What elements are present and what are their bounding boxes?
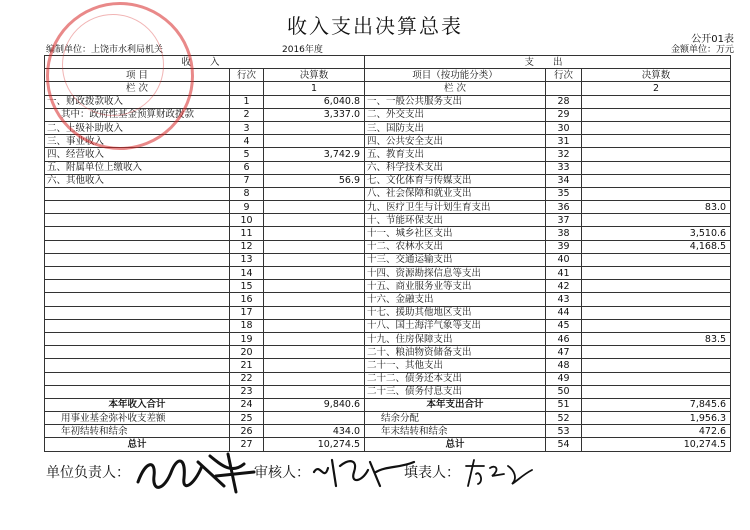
expense-line: 43 (546, 293, 582, 306)
expense-item: 二十、粮油物资储备支出 (365, 346, 546, 359)
income-item (45, 332, 230, 345)
expense-item: 十七、援助其他地区支出 (365, 306, 546, 319)
table-row (45, 148, 731, 161)
income-amount (264, 240, 365, 253)
expense-line: 47 (546, 346, 582, 359)
income-amount (264, 214, 365, 227)
table-row (45, 121, 731, 134)
income-line: 11 (230, 227, 264, 240)
table-row (45, 412, 731, 425)
expense-item: 十六、金融支出 (365, 293, 546, 306)
expense-line: 32 (546, 148, 582, 161)
income-amount (264, 280, 365, 293)
income-line: 27 (230, 438, 264, 451)
income-amount (264, 253, 365, 266)
expense-item: 七、文化体育与传媒支出 (365, 174, 546, 187)
expense-line: 31 (546, 135, 582, 148)
income-line: 18 (230, 319, 264, 332)
income-amount: 3,742.9 (264, 148, 365, 161)
expense-item: 结余分配 (365, 412, 546, 425)
table-row (45, 280, 731, 293)
income-item (45, 253, 230, 266)
expense-amount (582, 267, 731, 280)
table-row (45, 201, 731, 214)
expense-line: 37 (546, 214, 582, 227)
table-row (45, 385, 731, 398)
expense-line: 52 (546, 412, 582, 425)
income-item (45, 346, 230, 359)
table-row (45, 438, 731, 451)
expense-line: 36 (546, 201, 582, 214)
col-expense-item: 项目（按功能分类） (365, 69, 546, 82)
preparer-signature (460, 456, 540, 492)
income-line: 16 (230, 293, 264, 306)
money-unit: 金额单位：万元 (670, 45, 734, 55)
expense-item: 十八、国土海洋气象等支出 (365, 319, 546, 332)
income-line: 4 (230, 135, 264, 148)
income-amount (264, 121, 365, 134)
report-year: 2016年度 (282, 45, 323, 55)
income-item (45, 293, 230, 306)
table-row (45, 267, 731, 280)
table-row (45, 135, 731, 148)
expense-section-header: 支 出 (365, 56, 731, 69)
income-line: 26 (230, 425, 264, 438)
income-line: 20 (230, 346, 264, 359)
table-row (45, 372, 731, 385)
lanci-label: 栏 次 (45, 82, 230, 95)
income-item: 其中：政府性基金预算财政拨款 (45, 108, 230, 121)
expense-line: 34 (546, 174, 582, 187)
expense-amount (582, 174, 731, 187)
table-row (45, 227, 731, 240)
income-amount (264, 187, 365, 200)
income-line: 14 (230, 267, 264, 280)
income-amount (264, 412, 365, 425)
table-row (45, 319, 731, 332)
income-amount (264, 385, 365, 398)
income-line: 15 (230, 280, 264, 293)
income-item (45, 267, 230, 280)
col-line-2: 行次 (546, 69, 582, 82)
expense-amount: 1,956.3 (582, 412, 731, 425)
table-row (45, 359, 731, 372)
expense-item: 十一、城乡社区支出 (365, 227, 546, 240)
reviewer-label: 审核人： (254, 465, 310, 481)
expense-amount: 10,274.5 (582, 438, 731, 451)
income-item (45, 359, 230, 372)
preparer-label: 填表人： (404, 465, 460, 481)
income-line: 22 (230, 372, 264, 385)
income-item: 二、上级补助收入 (45, 121, 230, 134)
compiling-unit: 编制单位：上饶市水利局机关 (46, 45, 164, 55)
income-item: 本年收入合计 (45, 398, 230, 411)
header-row-sections (45, 56, 731, 69)
expense-amount (582, 346, 731, 359)
expense-line: 41 (546, 267, 582, 280)
income-line: 7 (230, 174, 264, 187)
income-item: 六、其他收入 (45, 174, 230, 187)
expense-amount (582, 293, 731, 306)
report-meta (46, 42, 734, 56)
income-line: 6 (230, 161, 264, 174)
expense-line: 51 (546, 398, 582, 411)
table-row (45, 108, 731, 121)
income-line: 8 (230, 187, 264, 200)
expense-item: 总计 (365, 438, 546, 451)
expense-item: 本年支出合计 (365, 398, 546, 411)
income-line: 12 (230, 240, 264, 253)
expense-amount: 7,845.6 (582, 398, 731, 411)
income-amount (264, 332, 365, 345)
col-item: 项 目 (45, 69, 230, 82)
expense-item: 十四、资源勘探信息等支出 (365, 267, 546, 280)
leader-signature (132, 452, 262, 498)
income-item (45, 187, 230, 200)
income-amount (264, 161, 365, 174)
expense-line: 53 (546, 425, 582, 438)
col-amount-2: 决算数 (582, 69, 731, 82)
income-item: 三、事业收入 (45, 135, 230, 148)
income-amount (264, 135, 365, 148)
lanci-empty-2 (546, 82, 582, 95)
income-amount (264, 346, 365, 359)
expense-line: 40 (546, 253, 582, 266)
expense-amount (582, 121, 731, 134)
expense-line: 38 (546, 227, 582, 240)
expense-amount: 83.0 (582, 201, 731, 214)
expense-amount (582, 161, 731, 174)
expense-item: 三、国防支出 (365, 121, 546, 134)
income-amount: 3,337.0 (264, 108, 365, 121)
expense-item: 二十二、债务还本支出 (365, 372, 546, 385)
income-line: 25 (230, 412, 264, 425)
expense-item: 二十三、债务付息支出 (365, 385, 546, 398)
income-line: 24 (230, 398, 264, 411)
income-line: 19 (230, 332, 264, 345)
table-row (45, 425, 731, 438)
leader-label: 单位负责人： (46, 465, 130, 481)
income-line: 21 (230, 359, 264, 372)
table-row (45, 398, 731, 411)
expense-amount (582, 95, 731, 108)
form-code: 公开01表 (691, 34, 734, 45)
expense-line: 39 (546, 240, 582, 253)
income-amount (264, 319, 365, 332)
income-item (45, 385, 230, 398)
income-item (45, 280, 230, 293)
expense-item: 十五、商业服务业等支出 (365, 280, 546, 293)
income-line: 13 (230, 253, 264, 266)
expense-line: 28 (546, 95, 582, 108)
expense-amount: 4,168.5 (582, 240, 731, 253)
expense-amount (582, 108, 731, 121)
expense-amount: 472.6 (582, 425, 731, 438)
expense-line: 42 (546, 280, 582, 293)
income-item (45, 306, 230, 319)
expense-item: 八、社会保障和就业支出 (365, 187, 546, 200)
income-item: 一、财政拨款收入 (45, 95, 230, 108)
lanci-label-2: 栏 次 (365, 82, 546, 95)
table-row (45, 161, 731, 174)
income-amount (264, 306, 365, 319)
income-item (45, 201, 230, 214)
table-row (45, 306, 731, 319)
expense-line: 29 (546, 108, 582, 121)
expense-item: 一、一般公共服务支出 (365, 95, 546, 108)
expense-line: 50 (546, 385, 582, 398)
income-item (45, 240, 230, 253)
income-section-header: 收 入 (45, 56, 365, 69)
lanci-col-1: 1 (264, 82, 365, 95)
income-line: 3 (230, 121, 264, 134)
income-amount: 10,274.5 (264, 438, 365, 451)
expense-item: 四、公共安全支出 (365, 135, 546, 148)
expense-line: 49 (546, 372, 582, 385)
expense-item: 二十一、其他支出 (365, 359, 546, 372)
income-line: 17 (230, 306, 264, 319)
expense-item: 年末结转和结余 (365, 425, 546, 438)
income-line: 23 (230, 385, 264, 398)
income-line: 5 (230, 148, 264, 161)
table-row (45, 332, 731, 345)
expense-amount: 83.5 (582, 332, 731, 345)
table-row (45, 240, 731, 253)
col-line: 行次 (230, 69, 264, 82)
table-row (45, 174, 731, 187)
income-item: 年初结转和结余 (45, 425, 230, 438)
expense-amount (582, 280, 731, 293)
income-line: 10 (230, 214, 264, 227)
header-row-lanci (45, 82, 731, 95)
expense-item: 十三、交通运输支出 (365, 253, 546, 266)
lanci-col-2: 2 (582, 82, 731, 95)
expense-item: 十二、农林水支出 (365, 240, 546, 253)
expense-item: 十、节能环保支出 (365, 214, 546, 227)
expense-amount (582, 359, 731, 372)
expense-amount (582, 319, 731, 332)
table-row (45, 346, 731, 359)
income-item: 用事业基金弥补收支差额 (45, 412, 230, 425)
table-row (45, 293, 731, 306)
income-amount (264, 201, 365, 214)
expense-line: 48 (546, 359, 582, 372)
lanci-empty (230, 82, 264, 95)
income-item (45, 214, 230, 227)
income-amount (264, 293, 365, 306)
expense-line: 30 (546, 121, 582, 134)
report-title: 收入支出决算总表 (287, 14, 463, 38)
income-line: 9 (230, 201, 264, 214)
expense-item: 五、教育支出 (365, 148, 546, 161)
expense-amount (582, 214, 731, 227)
income-item (45, 372, 230, 385)
expense-line: 33 (546, 161, 582, 174)
expense-item: 六、科学技术支出 (365, 161, 546, 174)
table-row (45, 214, 731, 227)
expense-item: 十九、住房保障支出 (365, 332, 546, 345)
expense-amount (582, 187, 731, 200)
expense-line: 35 (546, 187, 582, 200)
income-amount: 434.0 (264, 425, 365, 438)
income-item: 四、经营收入 (45, 148, 230, 161)
expense-item: 九、医疗卫生与计划生育支出 (365, 201, 546, 214)
expense-amount (582, 306, 731, 319)
expense-amount (582, 385, 731, 398)
income-amount: 56.9 (264, 174, 365, 187)
header-row-columns (45, 69, 731, 82)
expense-amount (582, 148, 731, 161)
income-amount: 6,040.8 (264, 95, 365, 108)
income-amount: 9,840.6 (264, 398, 365, 411)
income-line: 1 (230, 95, 264, 108)
expense-line: 54 (546, 438, 582, 451)
expense-item: 二、外交支出 (365, 108, 546, 121)
expense-line: 46 (546, 332, 582, 345)
expense-amount: 3,510.6 (582, 227, 731, 240)
expense-amount (582, 253, 731, 266)
expense-line: 44 (546, 306, 582, 319)
income-item: 总计 (45, 438, 230, 451)
income-expense-table (44, 55, 731, 452)
income-item (45, 227, 230, 240)
income-item: 五、附属单位上缴收入 (45, 161, 230, 174)
expense-amount (582, 372, 731, 385)
table-row (45, 187, 731, 200)
col-amount: 决算数 (264, 69, 365, 82)
signature-area (46, 458, 736, 518)
income-amount (264, 359, 365, 372)
income-amount (264, 227, 365, 240)
table-row (45, 253, 731, 266)
income-item (45, 319, 230, 332)
income-amount (264, 267, 365, 280)
expense-line: 45 (546, 319, 582, 332)
income-line: 2 (230, 108, 264, 121)
income-amount (264, 372, 365, 385)
expense-amount (582, 135, 731, 148)
table-row (45, 95, 731, 108)
